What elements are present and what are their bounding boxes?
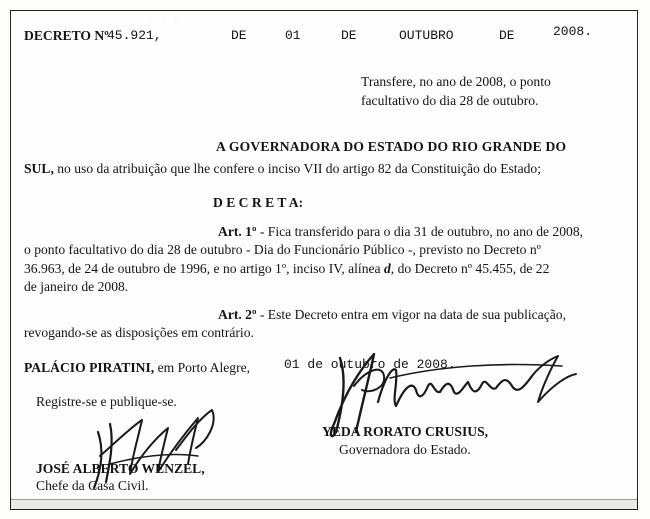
art2-text-1: - Este Decreto entra em vigor na data de sua publicação, bbox=[259, 307, 566, 322]
art2-line-2: revogando-se as disposições em contrário. bbox=[24, 325, 254, 340]
header-year: 2008. bbox=[553, 24, 593, 39]
header-de-1: DE bbox=[231, 28, 247, 43]
preamble-text: no uso da atribuição que lhe confere o inciso VII do artigo 82 da Constituição do Estado; bbox=[57, 161, 541, 176]
header-de-3: DE bbox=[499, 28, 515, 43]
preamble-title-line-2: SUL, bbox=[24, 161, 54, 176]
governor-title: Governadora do Estado. bbox=[339, 442, 471, 457]
place-date: 01 de outubro de 2008. bbox=[284, 357, 456, 372]
chief-title: Chefe da Casa Civil. bbox=[36, 478, 149, 493]
chief-name: JOSÉ ALBERTO WENZEL, bbox=[36, 461, 205, 476]
art1-line-4: de janeiro de 2008. bbox=[24, 279, 129, 294]
decree-number: 45.921, bbox=[107, 28, 162, 43]
city-name: em Porto Alegre, bbox=[157, 360, 251, 375]
header-month: OUTUBRO bbox=[399, 28, 454, 43]
ementa-line-1: Transfere, no ano de 2008, o ponto bbox=[361, 74, 551, 89]
art1-text-1: - Fica transferido para o dia 31 de outubro, no ano de 2008, bbox=[259, 224, 584, 239]
ementa-line-2: facultativo do dia 28 de outubro. bbox=[361, 93, 539, 108]
header-day: 01 bbox=[285, 28, 301, 43]
art1-line-1 bbox=[218, 223, 606, 240]
art1-line-3 bbox=[24, 260, 549, 277]
governor-name: YEDA RORATO CRUSIUS, bbox=[322, 424, 489, 439]
preamble-title-line-1: A GOVERNADORA DO ESTADO DO RIO GRANDE DO bbox=[216, 139, 567, 154]
preamble-line-2 bbox=[24, 160, 541, 177]
header-de-2: DE bbox=[341, 28, 357, 43]
art2-line-1 bbox=[218, 306, 566, 323]
bleed-through-mark: · · · bbox=[150, 14, 181, 25]
art1-text-3-end: , do Decreto nº 45.455, de 22 bbox=[390, 261, 550, 276]
decree-label: DECRETO Nº bbox=[24, 28, 109, 43]
palace-name: PALÁCIO PIRATINI, bbox=[24, 360, 155, 375]
registre-line: Registre-se e publique-se. bbox=[36, 394, 177, 409]
decreta-heading: D E C R E T A: bbox=[213, 195, 304, 210]
place-line bbox=[24, 359, 250, 376]
art1-line-2: o ponto facultativo do dia 28 de outubro - Dia do Funcionário Público -, previsto no Decreto nº bbox=[24, 242, 541, 257]
art2-label: Art. 2º bbox=[218, 307, 257, 322]
art1-label: Art. 1º bbox=[218, 224, 257, 239]
art1-alinea: d bbox=[383, 261, 391, 276]
page-bottom-edge bbox=[11, 499, 637, 509]
art1-text-3: 36.963, de 24 de outubro de 1996, e no artigo 1º, inciso IV, alínea bbox=[24, 261, 381, 276]
